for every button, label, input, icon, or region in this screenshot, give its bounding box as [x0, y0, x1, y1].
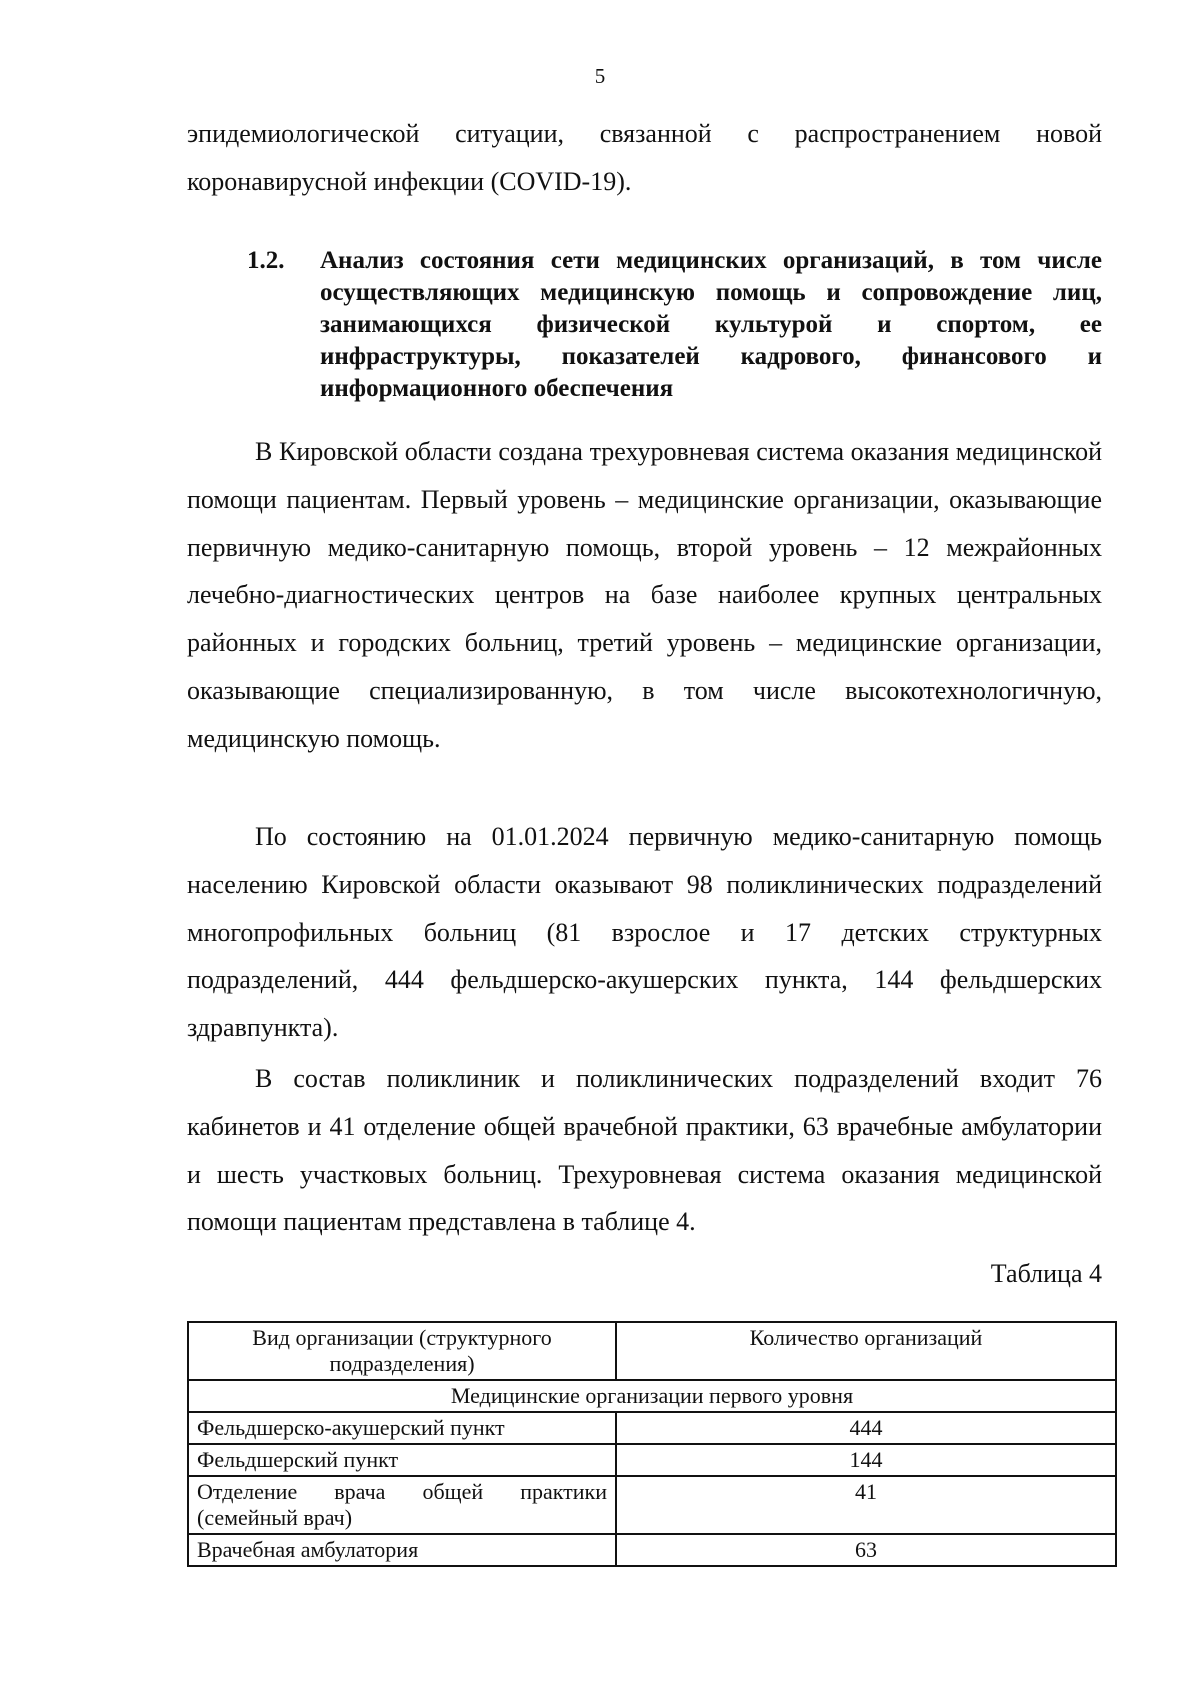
org-count-cell: 444 — [616, 1412, 1116, 1444]
org-type-cell: Отделение врача общей практики (семейный врач) — [188, 1476, 616, 1534]
org-type-cell: Фельдшерский пункт — [188, 1444, 616, 1476]
header-organization-count: Количество организаций — [616, 1322, 1116, 1380]
org-type-cell: Врачебная амбулатория — [188, 1534, 616, 1566]
table-row — [188, 1444, 1116, 1476]
page-number: 5 — [594, 64, 606, 88]
table-row — [188, 1534, 1116, 1566]
table-row — [188, 1412, 1116, 1444]
section-row-label: Медицинские организации первого уровня — [188, 1380, 1116, 1412]
org-count-cell: 41 — [616, 1476, 1116, 1534]
table-row — [188, 1476, 1116, 1534]
intro-paragraph: эпидемиологической ситуации, связанной с распространением новой коронавирусной инфекции (COVID-19). — [187, 119, 1102, 196]
header-organization-type: Вид организации (структурного подразделения) — [188, 1322, 616, 1380]
paragraph-composition: В состав поликлиник и поликлинических подразделений входит 76 кабинетов и 41 отделение общей врачебной практики, 63 врачебные амбулатории и шесть участковых больниц. Трехуровневая система оказания медицинской помощи пациентам представлена в таблице 4. — [187, 1064, 1102, 1237]
table-caption: Таблица 4 — [990, 1259, 1102, 1288]
table-header-row — [188, 1322, 1116, 1380]
org-count-cell: 144 — [616, 1444, 1116, 1476]
table-section-row — [188, 1380, 1116, 1412]
org-count-cell: 63 — [616, 1534, 1116, 1566]
section-title: Анализ состояния сети медицинских организаций, в том числе осуществляющих медицинскую помощь и сопровождение лиц, занимающихся физической культурой и спортом, ее инфраструктуры, показателей кадрового, финансового и информационного обеспечения — [320, 247, 1102, 402]
section-number: 1.2. — [247, 247, 285, 274]
section-heading — [247, 245, 1102, 405]
paragraph-primary-care: По состоянию на 01.01.2024 первичную медико-санитарную помощь населению Кировской области оказывают 98 поликлинических подразделений многопрофильных больниц (81 взрослое и 17 детских структурных подразделений, 444 фельдшерско-акушерских пункта, 144 фельдшерских здравпункта). — [187, 822, 1102, 1043]
organizations-table — [187, 1321, 1117, 1567]
org-type-cell: Фельдшерско-акушерский пункт — [188, 1412, 616, 1444]
paragraph-levels: В Кировской области создана трехуровневая система оказания медицинской помощи пациентам. Первый уровень – медицинские организации, оказывающие первичную медико-санитарную помощь, второй уровень – 12 межрайонных лечебно-диагностических центров на базе наиболее крупных центральных районных и городских больниц, третий уровень – медицинские организации, оказывающие специализированную, в том числе высокотехнологичную, медицинскую помощь. — [187, 437, 1102, 753]
